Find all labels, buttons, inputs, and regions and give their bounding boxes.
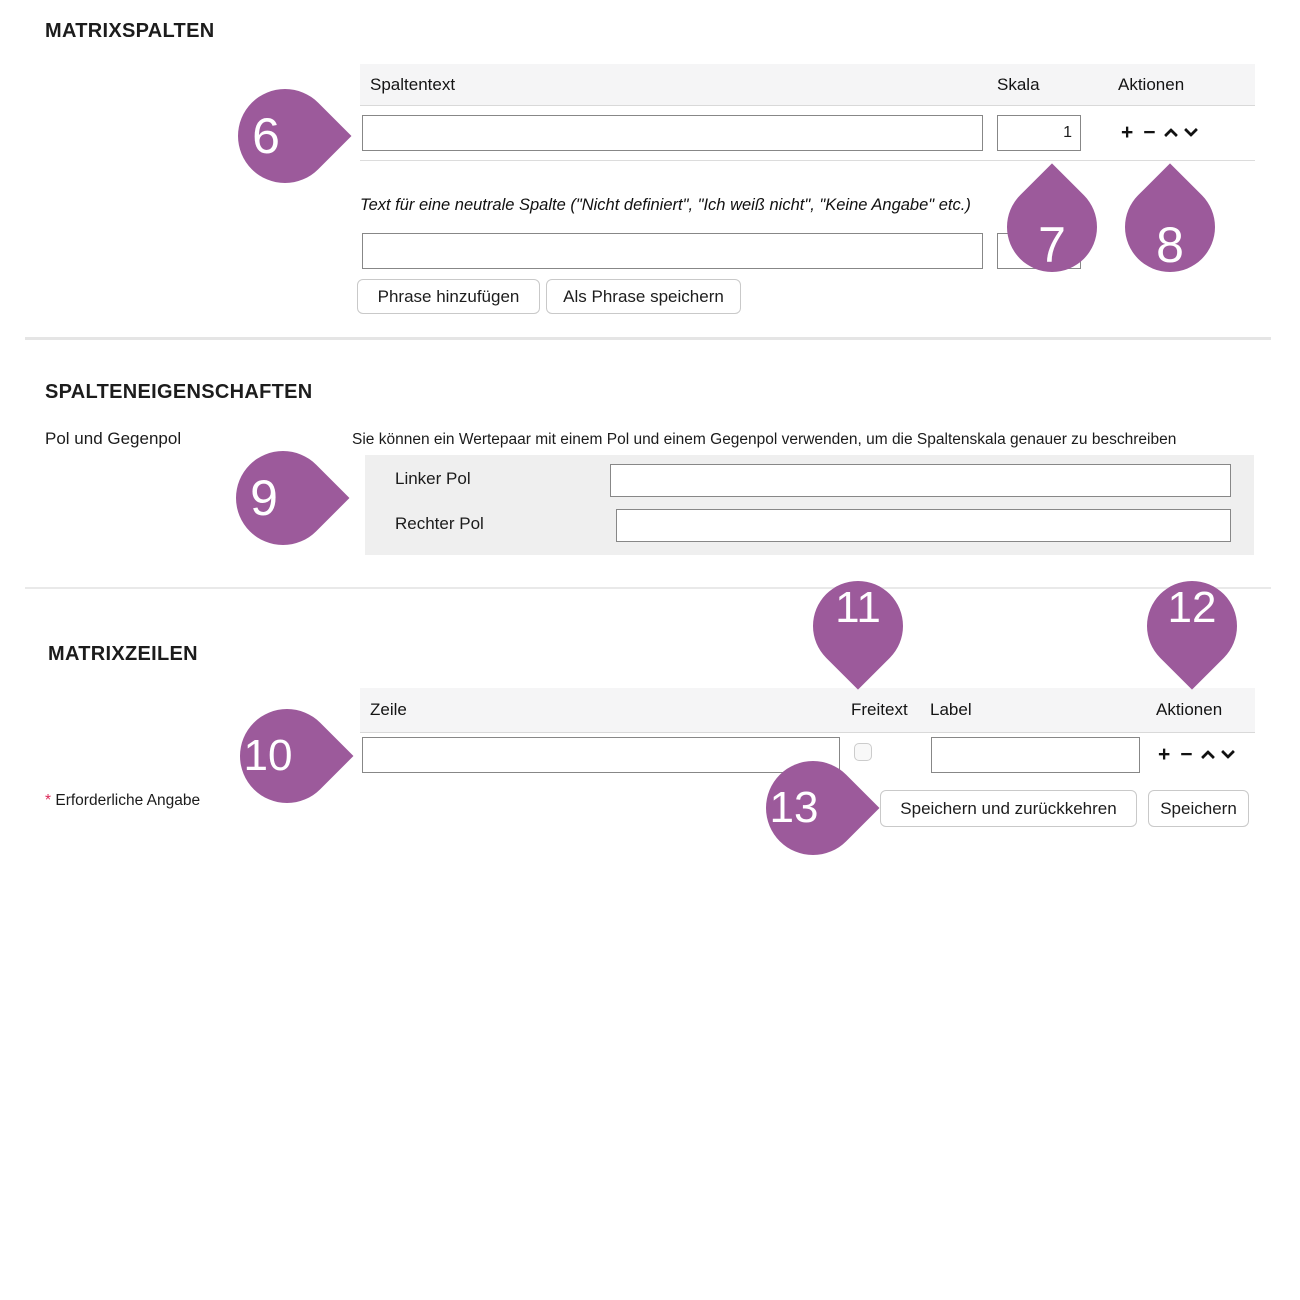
linker-pol-label: Linker Pol: [395, 469, 471, 488]
matrixspalten-table-header: [360, 64, 1255, 106]
section-title-spalteneigenschaften: SPALTENEIGENSCHAFTEN: [45, 381, 313, 403]
section-title-matrixzeilen: MATRIXZEILEN: [48, 643, 198, 665]
section-title-matrixspalten: MATRIXSPALTEN: [45, 20, 215, 42]
chevron-down-icon[interactable]: [1183, 123, 1197, 137]
column-header-label: Label: [930, 700, 972, 719]
column-header-spaltentext: Spaltentext: [370, 74, 456, 94]
marker-number: 8: [1156, 217, 1184, 273]
chevron-up-icon[interactable]: [1163, 127, 1177, 141]
save-and-return-button[interactable]: Speichern und zurückkehren: [880, 790, 1137, 827]
rechter-pol-label: Rechter Pol: [395, 514, 484, 533]
zeile-label-input[interactable]: [931, 737, 1140, 773]
annotation-marker-6: [219, 89, 313, 183]
annotation-marker-11: [813, 563, 903, 653]
pol-gegenpol-label: Pol und Gegenpol: [45, 429, 182, 448]
annotation-marker-12: [1147, 563, 1237, 653]
add-phrase-button[interactable]: Phrase hinzufügen: [357, 279, 540, 314]
rechter-pol-input[interactable]: [616, 509, 1231, 542]
marker-number: 13: [769, 783, 819, 832]
spaltentext-input[interactable]: [362, 115, 983, 151]
annotation-marker-8: [1125, 200, 1215, 290]
row-actions: [1121, 119, 1196, 145]
column-header-skala: Skala: [997, 74, 1040, 94]
marker-number: 7: [1038, 217, 1066, 273]
pol-gegenpol-hint: Sie können ein Wertepaar mit einem Pol und einem Gegenpol verwenden, um die Spaltenskala genauer zu beschreiben: [352, 431, 1177, 448]
marker-number: 12: [1167, 583, 1217, 632]
annotation-marker-7: [1007, 200, 1097, 290]
teardrop-right-icon: [217, 432, 350, 565]
column-header-freitext: Freitext: [851, 700, 908, 719]
annotation-marker-10: [221, 709, 315, 803]
teardrop-right-icon: [219, 70, 352, 203]
required-note: [45, 792, 200, 810]
skala-input[interactable]: [997, 115, 1081, 151]
marker-number: 9: [250, 470, 278, 526]
marker-number: 11: [835, 583, 881, 632]
row-divider: [360, 160, 1255, 161]
column-header-aktionen: Aktionen: [1156, 700, 1223, 719]
required-asterisk: *: [45, 792, 52, 809]
matrixzeilen-table-header: [360, 688, 1255, 733]
marker-number: 10: [243, 731, 293, 780]
minus-icon[interactable]: −: [1180, 742, 1193, 766]
plus-icon[interactable]: +: [1121, 120, 1134, 144]
neutral-column-hint: Text für eine neutrale Spalte ("Nicht definiert", "Ich weiß nicht", "Keine Angabe" etc.): [360, 196, 971, 214]
annotation-marker-13: [747, 761, 841, 855]
minus-icon[interactable]: −: [1143, 120, 1156, 144]
chevron-up-icon[interactable]: [1200, 749, 1214, 763]
annotation-marker-9: [217, 451, 311, 545]
required-note-text: Erforderliche Angabe: [55, 792, 201, 809]
chevron-down-icon[interactable]: [1220, 745, 1234, 759]
marker-number: 6: [252, 108, 280, 164]
neutral-column-input[interactable]: [362, 233, 983, 269]
column-header-zeile: Zeile: [370, 700, 407, 719]
section-divider: [25, 337, 1271, 340]
row-actions: [1158, 741, 1233, 767]
save-as-phrase-button[interactable]: Als Phrase speichern: [546, 279, 741, 314]
save-button[interactable]: Speichern: [1148, 790, 1249, 827]
column-header-aktionen: Aktionen: [1118, 74, 1185, 94]
freitext-checkbox[interactable]: [854, 743, 872, 761]
linker-pol-input[interactable]: [610, 464, 1231, 497]
section-divider: [25, 587, 1271, 589]
plus-icon[interactable]: +: [1158, 742, 1171, 766]
